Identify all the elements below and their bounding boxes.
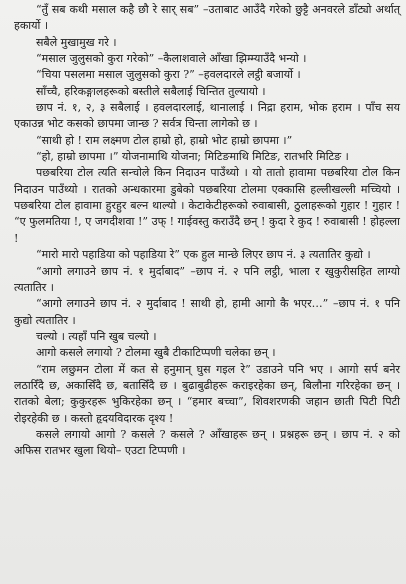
paragraph: “आगो लगाउने छाप नं. २ मुर्दाबाद ! साथी हो, हामी आगो कै भएर…” –छाप नं. १ पनि कुद्यो त्यतातिर । <box>14 297 400 327</box>
paragraph: “तुँ सब कथी मसाल कहै छौ रे सार् सब” –उताबाट आउँदै गरेको छुट्टै अनवरले डाँट्यो अर्थात् हकार्यो । <box>14 3 400 33</box>
paragraph: छाप नं. १, २, ३ सबैलाई । हवलदारलाई, थानालाई । निद्रा हराम, भोक हराम । पाँच सय एकाउन्न भोट कसको छापमा जान्छ ? सर्वत्र चिन्ता लागेको छ । <box>14 101 400 131</box>
paragraph: चल्यो । त्यहाँ पनि खुब चल्यो । <box>36 329 157 343</box>
paragraph: “चिया पसलमा मसाल जुलुसको कुरा ?” –हवलदारले लट्ठी बजार्यो । <box>36 68 301 82</box>
paragraph: “आगो लगाउने छाप नं. १ मुर्दाबाद” –छाप नं. २ पनि लट्ठी, भाला र खुकुरीसहित लाग्यो त्यतातिर । <box>14 264 400 294</box>
paragraph: साँच्चै, हरिकङ्गालहरूको बस्तीले सबैलाई चिन्तित तुल्यायो । <box>36 84 266 98</box>
paragraph: “साथी हो ! राम लक्ष्मण टोल हाम्रो हो, हाम्रो भोट हाम्रो छापमा ।” <box>36 133 293 147</box>
paragraph: आगो कसले लगायो ? टोलमा खुबै टीकाटिप्पणी चलेका छन् । <box>36 346 276 360</box>
paragraph: सबैले मुखामुख गरे । <box>36 35 117 49</box>
paragraph: पछबरिया टोल त्यति सन्चोले किन निदाउन पाउँथ्यो । यो तातो हावामा पछबरिया टोल किन निदाउन पाउँथ्यो । रातको अन्धकारमा डुबेको पछबरिया टोलमा एक्कासि हल्लीखल्ली मच्चियो । पछबरिया टोल हावामा हुरहुर बल्न थाल्यो । केटाकेटीहरूको रुवाबासी, ठुलाहरूको गुहार ! गुहार ! “ए फुलमतिया !, ए जगदीशवा !” उफ् ! गाईवस्तु कराउँदै छन् ! कुदा रे कुद ! रुवाबासी ! होहल्ला ! <box>14 166 400 245</box>
paragraph: “मारो मारो पहाडिया को पहाडिया रे” एक हुल मान्छे लिएर छाप नं. ३ त्यतातिर कुद्यो । <box>36 248 371 262</box>
paragraph: “मसाल जुलुसको कुरा गरेको” –कैलाशवाले आँखा झिम्म्याउँदै भन्यो । <box>36 52 307 66</box>
paragraph: कसले लगायो आगो ? कसले ? कसले ? आँखाहरू छन् । प्रश्नहरू छन् । छाप नं. २ को अफिस रातभर खुला थियो– एउटा टिप्पणी । <box>14 427 400 458</box>
paragraph: “हो, हाम्रो छापमा ।” योजनामाथि योजना; मिटिङमाथि मिटिङ, रातभरि मिटिङ । <box>36 150 349 164</box>
paragraph: “राम लछुमन टोला में कत से हनुमान् घुस गइल रे” उडाउने पनि भए । आगो सर्प बनेर लठारिँदै छ, अकासिँदै छ, बतासिँदै छ । बुढाबुढीहरू कराइरहेका छन्, बिलौना गरिरहेका छन् । रातको बेला; कुकुरहरू भुकिरहेका छन् । “हमार बच्चा”, शिवशरणकी जहान छाती पिटी पिटी रोइरहेकी छ । कस्तो हृदयविदारक दृश्य ! <box>14 362 400 425</box>
